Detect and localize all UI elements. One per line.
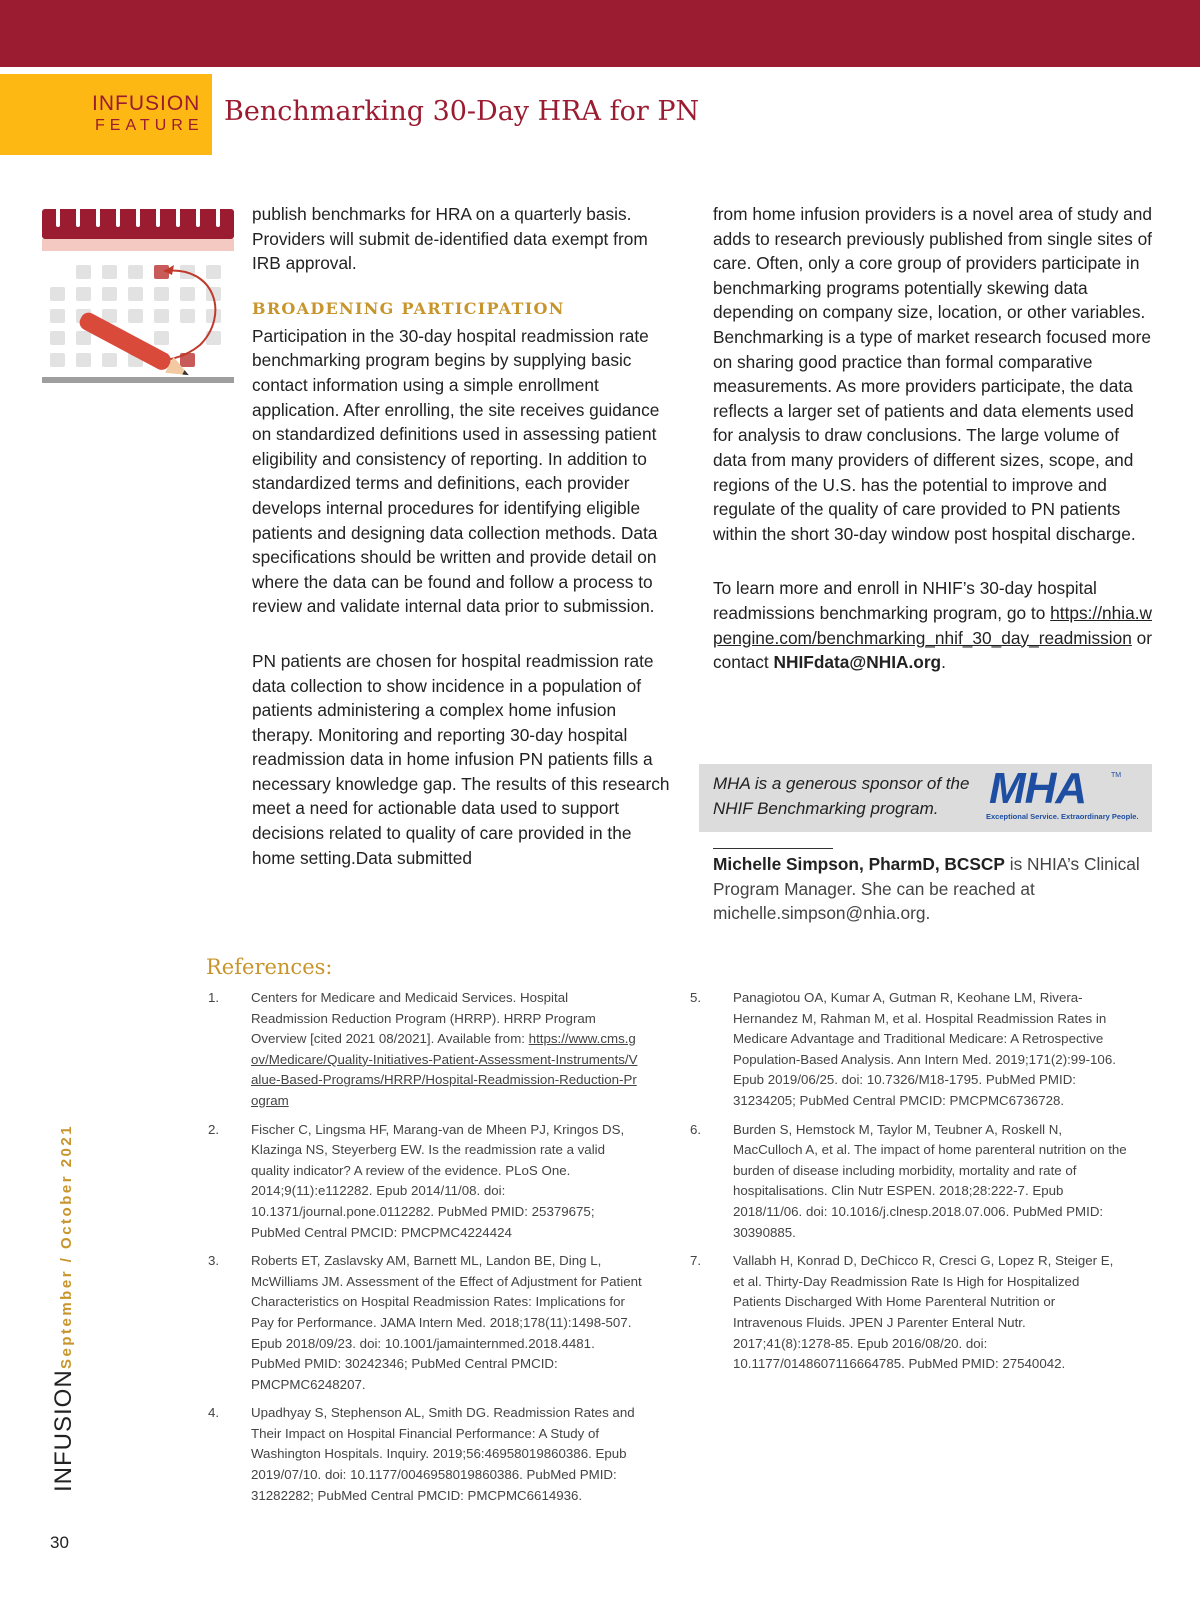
reference-number: 1. — [208, 990, 220, 1005]
reference-item — [206, 1251, 642, 1395]
article-column-right — [713, 202, 1153, 675]
reference-text: Panagiotou OA, Kumar A, Gutman R, Keohane LM, Rivera-Hernandez M, Rahman M, et al. Hospital Readmission Rates in Medicare Advantage and Traditional Medicare: A Retrospective Population-Based Analysis. Ann Intern Med. 2019;171(2):99-106. Epub 2019/06/25. doi: 10.7326/M18-1795. PubMed PMID: 31234205; PubMed Central PMCID: PMCPMC6736728. — [733, 990, 1116, 1108]
author-bio — [713, 852, 1153, 926]
paragraph: publish benchmarks for HRA on a quarterly basis. Providers will submit de-identified data exempt from IRB approval. — [252, 204, 648, 274]
enroll-text: To learn more and enroll in NHIF’s 30-day hospital readmissions benchmarking program, go to — [713, 578, 1097, 623]
reference-item — [688, 1251, 1128, 1375]
author-name: Michelle Simpson, PharmD, BCSCP — [713, 854, 1005, 874]
infusion-logo-text: INFUSION — [92, 92, 201, 115]
reference-item — [206, 1120, 642, 1244]
enroll-text-end: . — [941, 652, 946, 673]
page-title: Benchmarking 30-Day HRA for PN — [224, 96, 700, 127]
reference-link[interactable]: https://www.cms.gov/Medicare/Quality-Initiatives-Patient-Assessment-Instruments/Value-Based-Programs/HRRP/Hospital-Readmission-Reduction-Program — [251, 1031, 638, 1108]
paragraph: Participation in the 30-day hospital readmission rate benchmarking program begins by supplying basic contact information using a simple enrollment application. After enrolling, the site receives guidance on standardized definitions used in assessing patient eligibility and consistency of reporting. In addition to standardized terms and definitions, each provider develops internal procedures for identifying eligible patients and designing data collection methods. Data specifications should be written and provide detail on where the data can be found and follow a process to review and validate internal data prior to submission. — [252, 325, 660, 617]
reference-number: 7. — [690, 1253, 702, 1269]
reference-item — [206, 988, 642, 1112]
sponsor-box — [699, 764, 1152, 832]
reference-item — [688, 1120, 1128, 1244]
reference-text: Fischer C, Lingsma HF, Marang-van de Mheen PJ, Kringos DS, Klazinga NS, Steyerberg EW. Is the readmission rate a valid quality indicator? A review of the evidence. PLoS One. 2014;9(11):e112282. Epub 2014/11/08. doi: 10.1371/journal.pone.0112282. PubMed PMID: 25379675; PubMed Central PMCID: PMCPMC4224424 — [251, 1121, 625, 1240]
reference-number: 3. — [208, 1253, 220, 1269]
benchmarking-link[interactable]: https://nhia.wpengine.com/benchmarking_nhif_30_day_readmission — [713, 602, 1152, 648]
reference-number: 2. — [208, 1121, 220, 1137]
reference-text: Burden S, Hemstock M, Taylor M, Teubner A, Roskell N, MacCulloch A, et al. The impact of home parenteral nutrition on the burden of disease including morbidity, mortality and rate of hospitalisations. Clin Nutr ESPEN. 2018;28:222-7. Epub 2018/11/06. doi: 10.1016/j.clnesp.2018.07.006. PubMed PMID: 30390885. — [733, 1121, 1127, 1240]
divider — [713, 848, 833, 849]
reference-text: Centers for Medicare and Medicaid Services. Hospital Readmission Reduction Program (HRRP). HRRP Program Overview [cited 2021 08/2021]. Available from: — [251, 990, 596, 1047]
references-list-right — [688, 988, 1128, 1383]
issue-date: September / October 2021 — [58, 1123, 75, 1369]
mha-logo-word: MHA — [989, 764, 1087, 813]
feature-label: FEATURE — [95, 117, 204, 134]
mha-logo-icon — [983, 764, 1143, 826]
reference-item — [688, 988, 1128, 1112]
page-number: 30 — [50, 1533, 69, 1552]
reference-text: Vallabh H, Konrad D, DeChicco R, Cresci G, Lopez R, Steiger E, et al. Thirty-Day Readmission Rate Is High for Hospitalized Patients Discharged With Home Parenteral Nutrition or Intravenous Fluids. JPEN J Parenter Enteral Nutr. 2017;41(8):1278-85. Epub 2016/08/20. doi: 10.1177/0148607116664785. PubMed PMID: 27540042. — [733, 1253, 1114, 1372]
references-list-left — [206, 988, 642, 1514]
reference-number: 5. — [690, 990, 702, 1005]
top-banner — [0, 0, 1200, 67]
section-heading: BROADENING PARTICIPATION — [252, 298, 565, 318]
enroll-text-mid: or contact — [713, 627, 1153, 673]
reference-text: Upadhyay S, Stephenson AL, Smith DG. Readmission Rates and Their Impact on Hospital Financial Performance: A Study of Washington Hospitals. Inquiry. 2019;56:46958019860386. Epub 2019/07/10. doi: 10.1177/0046958019860386. PubMed PMID: 31282282; PubMed Central PMCID: PMCPMC6614936. — [251, 1405, 635, 1503]
reference-item — [206, 1403, 642, 1506]
mha-logo-tagline: Exceptional Service. Extraordinary People. — [986, 812, 1139, 821]
reference-number: 4. — [208, 1405, 220, 1421]
infusion-vertical-logo: INFUSION — [50, 1369, 77, 1492]
enroll-paragraph — [713, 576, 1153, 674]
sponsor-text: MHA is a generous sponsor of the NHIF Benchmarking program. — [713, 774, 970, 818]
reference-text: Roberts ET, Zaslavsky AM, Barnett ML, Landon BE, Ding L, McWilliams JM. Assessment of the Effect of Adjustment for Patient Characteristics on Hospital Readmission Rates: Implications for Pay for Performance. JAMA Intern Med. 2018;178(11):1498-507. Epub 2018/09/23. doi: 10.1001/jamainternmed.2018.4481. PubMed PMID: 30242346; PubMed Central PMCID: PMCPMC6248207. — [251, 1253, 642, 1392]
references-heading: References: — [206, 955, 333, 979]
reference-number: 6. — [690, 1121, 702, 1137]
contact-email[interactable]: NHIFdata@NHIA.org — [773, 652, 942, 673]
article-column-left — [252, 202, 676, 870]
author-bio-text: is NHIA’s Clinical Program Manager. She can be reached at michelle.simpson@nhia.org. — [713, 854, 1140, 924]
calendar-with-pen-icon — [40, 205, 236, 387]
paragraph: from home infusion providers is a novel area of study and adds to research previously published from single sites of care. Often, only a core group of providers participate in benchmarking programs potentially skewing data depending on company size, location, or other variables. Benchmarking is a type of market research focused more on sharing good practice than formal comparative measurements. As more providers participate, the data reflects a larger set of patients and data elements used for analysis to draw conclusions. The large volume of data from many providers of different sizes, scope, and regions of the U.S. has the potential to improve and regulate of the quality of care provided to PN patients within the short 30-day window post hospital discharge. — [713, 204, 1152, 544]
mha-logo-tm: TM — [1111, 772, 1122, 779]
paragraph: PN patients are chosen for hospital readmission rate data collection to show incidence in a population of patients administering a complex home infusion therapy. Monitoring and reporting 30-day hospital readmission data in home infusion PN patients fills a necessary knowledge gap. The results of this research meet a need for actionable data used to support decisions related to quality of care provided in the home setting.Data submitted — [252, 650, 670, 868]
